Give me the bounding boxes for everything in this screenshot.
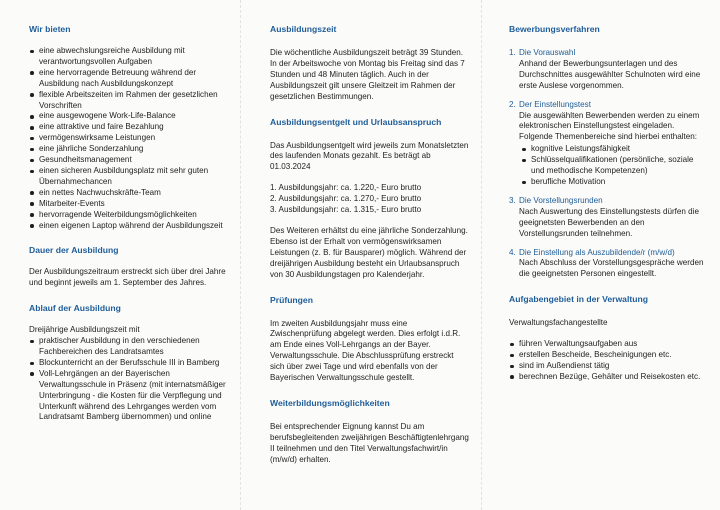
list-item: berufliche Motivation: [519, 177, 704, 188]
flow-intro: Dreijährige Ausbildungszeit mit: [29, 325, 140, 335]
list-item: hervorragende Weiterbildungsmöglichkeiten: [29, 210, 230, 221]
list-item: eine attraktive und faire Bezahlung: [29, 122, 230, 133]
step-item: [509, 48, 704, 92]
step-text: Anhand der Bewerbungsunterlagen und des Durchschnittes ausgewählter Schulnoten wird eine erste Auslese vorgenommen.: [519, 58, 701, 90]
tasks-intro: Verwaltungsfachangestellte: [509, 318, 608, 328]
step-title: Die Vorstellungsrunden: [519, 195, 603, 205]
list-item: Schlüsselqualifikationen (persönliche, soziale und methodische Kompetenzen): [519, 155, 704, 177]
list-item: flexible Arbeitszeiten im Rahmen der gesetzlichen Vorschriften: [29, 90, 230, 112]
apply-steps: [509, 48, 704, 280]
pay-text: Das Ausbildungsentgelt wird jeweils zum Monatsletzten des laufenden Monats gezahlt. Es beträgt ab 01.03.2024: [270, 140, 469, 172]
pay-line: 3. Ausbildungsjahr: ca. 1.315,- Euro brutto: [270, 205, 422, 215]
list-item: eine ausgewogene Work-Life-Balance: [29, 111, 230, 122]
pay-heading: Ausbildungsentgelt und Urlaubsanspruch: [270, 116, 442, 127]
column-middle: [240, 0, 481, 510]
bonus-text: Des Weiteren erhältst du eine jährliche Sonderzahlung. Ebenso ist der Erhalt von vermögenswirksamen Leistungen (z. B. für Bausparer) möglich. Während der dreijährigen Ausbildung besteht ein Urlaubsanspruch von 30 Ausbildungstagen pro Kalenderjahr.: [270, 225, 468, 279]
list-item: berechnen Bezüge, Gehälter und Reisekosten etc.: [509, 372, 704, 383]
step-text: Nach Abschluss der Vorstellungsgespräche werden die geeignetsten Personen eingestellt.: [519, 258, 704, 279]
step-number: 2.: [509, 99, 516, 109]
further-heading: Weiterbildungsmöglichkeiten: [270, 397, 390, 408]
list-item: Mitarbeiter-Events: [29, 199, 230, 210]
list-item: kognitive Leistungsfähigkeit: [519, 144, 704, 155]
step-title: Der Einstellungstest: [519, 99, 591, 109]
step-number: 1.: [509, 48, 516, 57]
step-item: [509, 100, 704, 188]
step-number: 3.: [509, 195, 516, 205]
step-title: Die Vorauswahl: [519, 48, 576, 57]
flow-list: [29, 336, 230, 423]
column-left: [0, 0, 240, 510]
exam-heading: Prüfungen: [270, 294, 313, 305]
step-item: [509, 196, 704, 240]
tasks-heading: Aufgabengebiet in der Verwaltung: [509, 294, 648, 305]
offer-list: [29, 46, 230, 231]
further-text: Bei entsprechender Eignung kannst Du am berufsbegleitenden zweijährigen Beschäftigtenlehrgang II teilnehmen und den Titel Verwaltungsfachwirt/in (m/w/d) erhalten.: [270, 421, 469, 464]
list-item: einen sicheren Ausbildungsplatz mit sehr guten Übernahmechancen: [29, 166, 230, 188]
duration-heading: Dauer der Ausbildung: [29, 245, 119, 256]
list-item: praktischer Ausbildung in den verschiedenen Fachbereichen des Landratsamtes: [29, 336, 230, 358]
column-right: [481, 0, 720, 510]
time-text: Die wöchentliche Ausbildungszeit beträgt 39 Stunden. In der Arbeitswoche von Montag bis Freitag sind das 7 Stunden und 48 Minuten täglich. Auch in der Ausbildungszeit gilt unsere Gleitzeit im Rahmen der gesetzlichen Bestimmungen.: [270, 48, 465, 101]
list-item: Voll-Lehrgängen an der Bayerischen Verwaltungsschule in Präsenz (mit internatsmäßiger Unterbringung - die Kosten für die Verpflegung und Unterkunft während des Lehrganges werden vom Landratsamt Bamberg übernommen) und online: [29, 369, 230, 424]
step-text: Nach Auswertung des Einstellungstests dürfen die geeignetsten Bewerbenden an den Vorstellungsrunden teilnehmen.: [519, 206, 699, 238]
tasks-list: [509, 339, 704, 383]
list-item: Gesundheitsmanagement: [29, 155, 230, 166]
list-item: ein nettes Nachwuchskräfte-Team: [29, 188, 230, 199]
list-item: eine jährliche Sonderzahlung: [29, 144, 230, 155]
offer-heading: Wir bieten: [29, 24, 71, 34]
step-text: Die ausgewählten Bewerbenden werden zu einem elektronischen Einstellungstest eingeladen. Folgende Themenbereiche sind hierbei enthalten:: [519, 110, 700, 142]
step-item: [509, 248, 704, 281]
list-item: eine hervorragende Betreuung während der Ausbildung nach Ausbildungskonzept: [29, 68, 230, 90]
list-item: Blockunterricht an der Berufsschule III in Bamberg: [29, 358, 230, 369]
time-heading: Ausbildungszeit: [270, 24, 337, 34]
duration-text: Der Ausbildungszeitraum erstreckt sich über drei Jahre und beginnt jeweils am 1. September des Jahres.: [29, 267, 226, 288]
list-item: führen Verwaltungsaufgaben aus: [509, 339, 704, 350]
pay-line: 2. Ausbildungsjahr: ca. 1.270,- Euro brutto: [270, 194, 422, 204]
list-item: einen eigenen Laptop während der Ausbildungszeit: [29, 221, 230, 232]
list-item: sind im Außendienst tätig: [509, 361, 704, 372]
list-item: eine abwechslungsreiche Ausbildung mit verantwortungsvollen Aufgaben: [29, 46, 230, 68]
step-title: Die Einstellung als Auszubildende/r (m/w/d): [519, 247, 675, 257]
step-number: 4.: [509, 247, 516, 257]
step-sublist: [519, 144, 704, 188]
list-item: erstellen Bescheide, Bescheinigungen etc.: [509, 350, 704, 361]
apply-heading: Bewerbungsverfahren: [509, 24, 600, 34]
flow-heading: Ablauf der Ausbildung: [29, 303, 121, 314]
exam-text: Im zweiten Ausbildungsjahr muss eine Zwischenprüfung abgelegt werden. Dies erfolgt i.d.R. am Ende eines Voll-Lehrgangs an der Bayer. Verwaltungsschule. Die Abschlussprüfung erstreckt sich über zwei Tage und wird ebenfalls von der Bayerischen Verwaltungsschule gestellt.: [270, 318, 461, 383]
pay-line: 1. Ausbildungsjahr: ca. 1.220,- Euro brutto: [270, 183, 422, 193]
pay-lines: [270, 183, 469, 216]
list-item: vermögenswirksame Leistungen: [29, 133, 230, 144]
